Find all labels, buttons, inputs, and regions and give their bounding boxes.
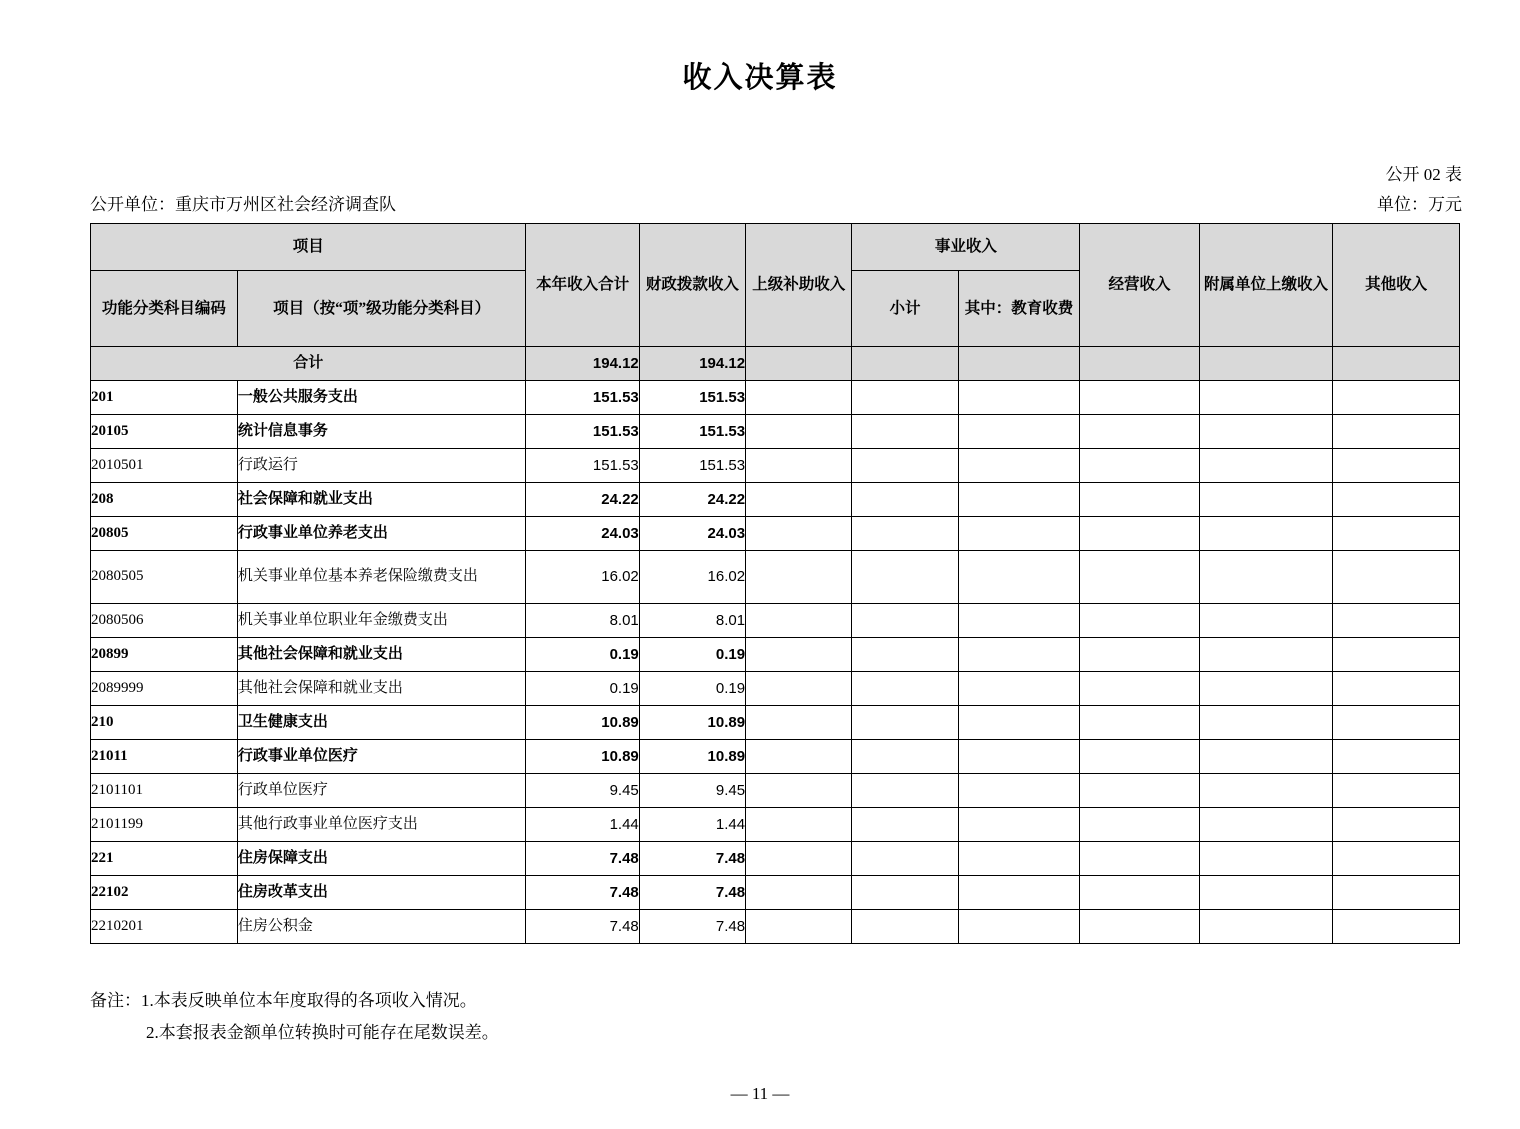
page-title: 收入决算表 [682,62,838,94]
row-superior-subsidy [746,774,852,808]
header-business-subtotal: 小计 [852,271,958,347]
row-business-education [958,808,1080,842]
row-total-income: 10.89 [526,740,639,774]
row-business-education [958,449,1080,483]
row-affiliated-unit-payment [1199,672,1333,706]
row-name: 行政事业单位医疗 [237,740,526,774]
row-total-income: 151.53 [526,381,639,415]
row-code: 2010501 [91,449,238,483]
row-name: 住房保障支出 [237,842,526,876]
row-other-income [1333,910,1460,944]
row-superior-subsidy [746,740,852,774]
row-fiscal-appropriation: 24.22 [639,483,745,517]
total-row-label: 合计 [91,347,526,381]
row-business-education [958,876,1080,910]
table-notes [90,985,499,1050]
row-business-education [958,774,1080,808]
row-business-subtotal [852,842,958,876]
table-header [91,224,1460,347]
row-business-education [958,638,1080,672]
header-project-group: 项目 [91,224,526,271]
row-other-income [1333,706,1460,740]
row-total-income: 7.48 [526,842,639,876]
row-superior-subsidy [746,604,852,638]
header-name: 项目（按“项”级功能分类科目） [237,271,526,347]
row-operating-income [1080,910,1199,944]
row-name: 统计信息事务 [237,415,526,449]
table-row [91,876,1460,910]
row-fiscal-appropriation: 151.53 [639,381,745,415]
row-fiscal-appropriation: 8.01 [639,604,745,638]
row-business-education [958,551,1080,604]
row-business-education [958,483,1080,517]
row-operating-income [1080,517,1199,551]
row-name: 机关事业单位基本养老保险缴费支出 [237,551,526,604]
row-affiliated-unit-payment [1199,808,1333,842]
row-code: 208 [91,483,238,517]
amount-unit-label: 单位：万元 [1377,195,1462,214]
total-row-total-income: 194.12 [526,347,639,381]
row-operating-income [1080,706,1199,740]
header-code: 功能分类科目编码 [91,271,238,347]
row-affiliated-unit-payment [1199,774,1333,808]
row-other-income [1333,604,1460,638]
row-superior-subsidy [746,551,852,604]
row-business-education [958,415,1080,449]
row-other-income [1333,672,1460,706]
row-operating-income [1080,672,1199,706]
row-business-education [958,517,1080,551]
row-name: 社会保障和就业支出 [237,483,526,517]
total-row-superior-subsidy [746,347,852,381]
row-affiliated-unit-payment [1199,638,1333,672]
row-other-income [1333,876,1460,910]
row-other-income [1333,483,1460,517]
disclosing-unit-label: 公开单位：重庆市万州区社会经济调查队 [90,195,396,214]
row-total-income: 7.48 [526,910,639,944]
row-name: 机关事业单位职业年金缴费支出 [237,604,526,638]
row-operating-income [1080,876,1199,910]
row-superior-subsidy [746,808,852,842]
page-number: — 11 — [730,1084,790,1103]
sheet-label: 公开 02 表 [1385,165,1462,184]
row-superior-subsidy [746,910,852,944]
row-fiscal-appropriation: 10.89 [639,740,745,774]
row-superior-subsidy [746,638,852,672]
row-name: 一般公共服务支出 [237,381,526,415]
row-operating-income [1080,638,1199,672]
row-superior-subsidy [746,842,852,876]
row-fiscal-appropriation: 151.53 [639,449,745,483]
row-affiliated-unit-payment [1199,604,1333,638]
table-row [91,604,1460,638]
row-fiscal-appropriation: 9.45 [639,774,745,808]
table-row [91,740,1460,774]
table-row-total [91,347,1460,381]
row-other-income [1333,449,1460,483]
table-row [91,672,1460,706]
row-operating-income [1080,483,1199,517]
row-affiliated-unit-payment [1199,483,1333,517]
row-name: 其他行政事业单位医疗支出 [237,808,526,842]
row-affiliated-unit-payment [1199,876,1333,910]
row-superior-subsidy [746,876,852,910]
row-business-subtotal [852,517,958,551]
row-total-income: 8.01 [526,604,639,638]
row-business-subtotal [852,876,958,910]
row-name: 行政单位医疗 [237,774,526,808]
row-business-subtotal [852,706,958,740]
row-code: 20899 [91,638,238,672]
row-fiscal-appropriation: 151.53 [639,415,745,449]
row-total-income: 0.19 [526,672,639,706]
row-total-income: 0.19 [526,638,639,672]
header-fiscal-appropriation: 财政拨款收入 [639,224,745,347]
table-row [91,842,1460,876]
row-fiscal-appropriation: 7.48 [639,842,745,876]
row-affiliated-unit-payment [1199,551,1333,604]
table-row [91,808,1460,842]
row-business-education [958,672,1080,706]
row-fiscal-appropriation: 24.03 [639,517,745,551]
row-code: 221 [91,842,238,876]
row-operating-income [1080,842,1199,876]
row-operating-income [1080,774,1199,808]
row-code: 2080506 [91,604,238,638]
row-superior-subsidy [746,415,852,449]
row-affiliated-unit-payment [1199,449,1333,483]
header-superior-subsidy: 上级补助收入 [746,224,852,347]
header-other-income: 其他收入 [1333,224,1460,347]
row-fiscal-appropriation: 0.19 [639,672,745,706]
row-fiscal-appropriation: 7.48 [639,876,745,910]
row-affiliated-unit-payment [1199,910,1333,944]
row-name: 住房改革支出 [237,876,526,910]
note-line-1: 备注：1.本表反映单位本年度取得的各项收入情况。 [90,991,477,1010]
meta-row [90,190,1462,215]
total-row-operating-income [1080,347,1199,381]
row-other-income [1333,808,1460,842]
row-superior-subsidy [746,517,852,551]
row-total-income: 151.53 [526,449,639,483]
row-total-income: 24.22 [526,483,639,517]
total-row-business-subtotal [852,347,958,381]
row-fiscal-appropriation: 10.89 [639,706,745,740]
row-code: 201 [91,381,238,415]
row-total-income: 7.48 [526,876,639,910]
row-other-income [1333,638,1460,672]
row-superior-subsidy [746,672,852,706]
table-row [91,483,1460,517]
header-total-income: 本年收入合计 [526,224,639,347]
row-business-education [958,604,1080,638]
row-superior-subsidy [746,381,852,415]
row-business-subtotal [852,672,958,706]
row-operating-income [1080,740,1199,774]
table-row [91,638,1460,672]
row-business-subtotal [852,740,958,774]
row-fiscal-appropriation: 16.02 [639,551,745,604]
row-code: 210 [91,706,238,740]
row-superior-subsidy [746,449,852,483]
table-row [91,774,1460,808]
row-affiliated-unit-payment [1199,381,1333,415]
header-business-income-group: 事业收入 [852,224,1080,271]
row-business-subtotal [852,381,958,415]
row-code: 2101199 [91,808,238,842]
row-affiliated-unit-payment [1199,740,1333,774]
row-total-income: 16.02 [526,551,639,604]
row-other-income [1333,551,1460,604]
header-business-education: 其中：教育收费 [958,271,1080,347]
row-other-income [1333,381,1460,415]
row-business-education [958,706,1080,740]
row-operating-income [1080,604,1199,638]
row-other-income [1333,517,1460,551]
row-operating-income [1080,808,1199,842]
row-business-subtotal [852,808,958,842]
total-row-fiscal-appropriation: 194.12 [639,347,745,381]
table-row [91,449,1460,483]
row-name: 行政事业单位养老支出 [237,517,526,551]
row-other-income [1333,740,1460,774]
row-other-income [1333,774,1460,808]
row-total-income: 9.45 [526,774,639,808]
header-affiliated-unit-payment: 附属单位上缴收入 [1199,224,1333,347]
table-body [91,347,1460,944]
row-business-education [958,842,1080,876]
row-operating-income [1080,551,1199,604]
row-operating-income [1080,381,1199,415]
row-business-subtotal [852,449,958,483]
total-row-other-income [1333,347,1460,381]
row-affiliated-unit-payment [1199,517,1333,551]
row-business-subtotal [852,910,958,944]
row-code: 2089999 [91,672,238,706]
row-fiscal-appropriation: 7.48 [639,910,745,944]
row-affiliated-unit-payment [1199,415,1333,449]
table-row [91,910,1460,944]
table-row [91,551,1460,604]
row-name: 卫生健康支出 [237,706,526,740]
row-code: 2080505 [91,551,238,604]
row-name: 其他社会保障和就业支出 [237,672,526,706]
row-code: 20805 [91,517,238,551]
table-row [91,381,1460,415]
row-code: 22102 [91,876,238,910]
row-superior-subsidy [746,706,852,740]
row-affiliated-unit-payment [1199,706,1333,740]
row-total-income: 1.44 [526,808,639,842]
row-fiscal-appropriation: 1.44 [639,808,745,842]
row-name: 住房公积金 [237,910,526,944]
row-superior-subsidy [746,483,852,517]
row-business-subtotal [852,604,958,638]
income-final-accounts-table [90,223,1460,944]
document-page [0,55,1520,1129]
row-code: 2210201 [91,910,238,944]
row-business-subtotal [852,774,958,808]
header-operating-income: 经营收入 [1080,224,1199,347]
row-operating-income [1080,415,1199,449]
row-business-subtotal [852,415,958,449]
row-affiliated-unit-payment [1199,842,1333,876]
row-business-education [958,910,1080,944]
row-business-subtotal [852,551,958,604]
row-business-education [958,381,1080,415]
row-total-income: 10.89 [526,706,639,740]
row-name: 行政运行 [237,449,526,483]
row-other-income [1333,842,1460,876]
row-total-income: 151.53 [526,415,639,449]
table-row [91,415,1460,449]
total-row-affiliated-unit-payment [1199,347,1333,381]
note-line-2: 2.本套报表金额单位转换时可能存在尾数误差。 [146,1023,499,1043]
row-other-income [1333,415,1460,449]
total-row-business-education [958,347,1080,381]
row-business-subtotal [852,483,958,517]
row-business-subtotal [852,638,958,672]
row-code: 21011 [91,740,238,774]
row-business-education [958,740,1080,774]
row-operating-income [1080,449,1199,483]
row-code: 20105 [91,415,238,449]
row-name: 其他社会保障和就业支出 [237,638,526,672]
row-fiscal-appropriation: 0.19 [639,638,745,672]
row-total-income: 24.03 [526,517,639,551]
row-code: 2101101 [91,774,238,808]
table-row [91,706,1460,740]
table-row [91,517,1460,551]
